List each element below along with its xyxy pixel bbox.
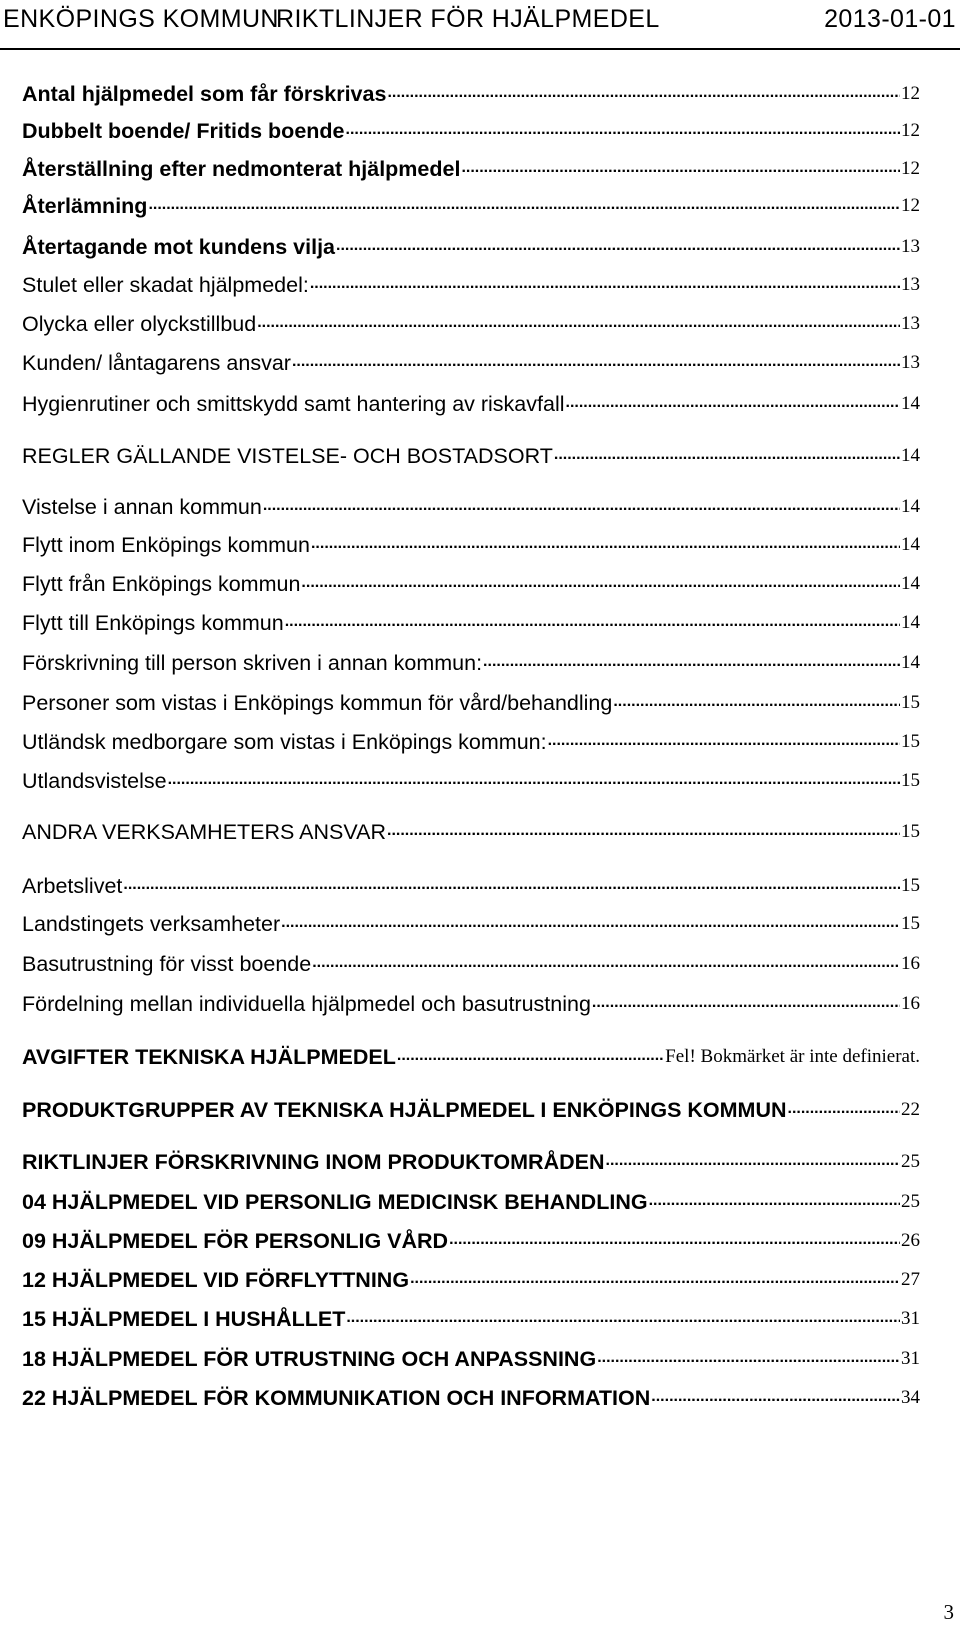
toc-entry-page: 14 (901, 573, 920, 594)
toc-entry-page: 31 (901, 1348, 920, 1369)
toc-entry[interactable] (22, 1372, 920, 1412)
header-document-title: RIKTLINJER FÖR HJÄLPMEDEL (276, 5, 660, 33)
toc-entry-title: 04 HJÄLPMEDEL VID PERSONLIG MEDICINSK BEHANDLING (22, 1190, 648, 1214)
toc-dot-leader (310, 273, 900, 295)
toc-entry-title: Kunden/ låntagarens ansvar (22, 351, 291, 375)
toc-dot-leader (606, 1150, 900, 1172)
toc-dot-leader (123, 874, 900, 896)
toc-dot-leader (387, 820, 900, 842)
toc-entry-title: Flytt inom Enköpings kommun (22, 533, 310, 557)
toc-dot-leader (312, 952, 900, 974)
toc-entry[interactable] (22, 637, 920, 677)
toc-dot-leader (387, 82, 900, 104)
toc-entry-title: Dubbelt boende/ Fritids boende (22, 119, 345, 143)
toc-entry[interactable] (22, 716, 920, 756)
toc-entry-title: PRODUKTGRUPPER AV TEKNISKA HJÄLPMEDEL I ENKÖPINGS KOMMUN (22, 1098, 787, 1122)
toc-entry[interactable] (22, 938, 920, 978)
toc-entry-title: Hygienrutiner och smittskydd samt hantering av riskavfall (22, 392, 565, 416)
toc-entry[interactable] (22, 597, 920, 637)
toc-entry[interactable] (22, 1136, 920, 1176)
toc-entry-page: 15 (901, 692, 920, 713)
toc-entry-page: 25 (901, 1191, 920, 1212)
toc-dot-leader (554, 444, 900, 466)
toc-entry[interactable] (22, 298, 920, 338)
toc-dot-leader (148, 194, 900, 216)
toc-dot-leader (292, 351, 900, 373)
toc-entry-title: Utländsk medborgare som vistas i Enköpings kommun: (22, 730, 547, 754)
toc-entry-page: 15 (901, 731, 920, 752)
toc-entry-page: 12 (901, 158, 920, 179)
toc-dot-leader (592, 992, 900, 1014)
toc-entry[interactable] (22, 259, 920, 299)
toc-entry-title: Återlämning (22, 194, 148, 218)
header-date: 2013-01-01 (824, 5, 956, 33)
toc-entry[interactable] (22, 337, 920, 377)
toc-entry-page: 25 (901, 1151, 920, 1172)
toc-entry[interactable] (22, 1293, 920, 1333)
toc-entry-page: Fel! Bokmärket är inte definierat. (665, 1046, 920, 1067)
toc-dot-leader (461, 157, 900, 179)
toc-dot-leader (566, 392, 901, 414)
toc-entry-page: 12 (901, 83, 920, 104)
toc-dot-leader (301, 572, 900, 594)
toc-entry[interactable] (22, 1254, 920, 1294)
toc-entry[interactable] (22, 1176, 920, 1216)
page-header (0, 0, 960, 50)
toc-entry[interactable] (22, 677, 920, 717)
toc-entry-title: ANDRA VERKSAMHETERS ANSVAR (22, 820, 386, 844)
toc-entry-page: 13 (901, 352, 920, 373)
toc-entry[interactable] (22, 105, 920, 145)
toc-entry-title: Flytt till Enköpings kommun (22, 611, 284, 635)
toc-entry-title: Basutrustning för visst boende (22, 952, 312, 976)
toc-entry-page: 14 (901, 496, 920, 517)
toc-entry-title: Olycka eller olyckstillbud (22, 312, 257, 336)
toc-entry[interactable] (22, 481, 920, 521)
toc-entry-title: Stulet eller skadat hjälpmedel: (22, 273, 309, 297)
toc-entry[interactable] (22, 68, 920, 108)
toc-entry-title: Personer som vistas i Enköpings kommun för vård/behandling (22, 691, 613, 715)
toc-entry[interactable] (22, 1333, 920, 1373)
toc-entry-title: Fördelning mellan individuella hjälpmedel och basutrustning (22, 992, 591, 1016)
toc-entry[interactable] (22, 143, 920, 183)
toc-entry-title: Flytt från Enköpings kommun (22, 572, 301, 596)
toc-entry-page: 14 (901, 445, 920, 466)
toc-entry-title: Förskrivning till person skriven i annan kommun: (22, 651, 483, 675)
toc-entry-page: 31 (901, 1308, 920, 1329)
toc-dot-leader (649, 1190, 900, 1212)
toc-entry-page: 13 (901, 313, 920, 334)
toc-entry[interactable] (22, 1084, 920, 1124)
toc-entry-title: Vistelse i annan kommun (22, 495, 262, 519)
toc-entry-page: 16 (901, 993, 920, 1014)
toc-entry[interactable] (22, 430, 920, 470)
toc-entry-page: 12 (901, 120, 920, 141)
toc-entry-title: 12 HJÄLPMEDEL VID FÖRFLYTTNING (22, 1268, 410, 1292)
page-number: 3 (943, 1600, 954, 1624)
toc-dot-leader (597, 1347, 900, 1369)
toc-entry-page: 34 (901, 1387, 920, 1408)
toc-entry-page: 14 (901, 652, 920, 673)
toc-dot-leader (168, 769, 900, 791)
toc-dot-leader (788, 1098, 901, 1120)
toc-entry-title: 15 HJÄLPMEDEL I HUSHÅLLET (22, 1307, 346, 1331)
toc-entry[interactable] (22, 860, 920, 900)
toc-entry-page: 13 (901, 274, 920, 295)
toc-entry-page: 12 (901, 195, 920, 216)
toc-entry-title: REGLER GÄLLANDE VISTELSE- OCH BOSTADSORT (22, 444, 553, 468)
toc-entry[interactable] (22, 755, 920, 795)
toc-entry[interactable] (22, 978, 920, 1018)
toc-entry-page: 26 (901, 1230, 920, 1251)
toc-entry-title: 18 HJÄLPMEDEL FÖR UTRUSTNING OCH ANPASSNING (22, 1347, 597, 1371)
toc-dot-leader (483, 651, 900, 673)
toc-entry[interactable] (22, 1031, 920, 1071)
toc-entry-title: Antal hjälpmedel som får förskrivas (22, 82, 387, 106)
toc-entry-page: 13 (901, 236, 920, 257)
toc-dot-leader (336, 235, 900, 257)
toc-entry-page: 27 (901, 1269, 920, 1290)
toc-entry[interactable] (22, 378, 920, 418)
toc-entry[interactable] (22, 558, 920, 598)
toc-entry-page: 16 (901, 953, 920, 974)
toc-dot-leader (410, 1268, 900, 1290)
toc-dot-leader (651, 1386, 900, 1408)
toc-entry[interactable] (22, 806, 920, 846)
toc-entry-title: Arbetslivet (22, 874, 123, 898)
toc-dot-leader (263, 495, 900, 517)
toc-entry-title: 09 HJÄLPMEDEL FÖR PERSONLIG VÅRD (22, 1229, 449, 1253)
toc-entry-title: AVGIFTER TEKNISKA HJÄLPMEDEL (22, 1045, 396, 1069)
toc-entry[interactable] (22, 519, 920, 559)
toc-entry-page: 15 (901, 821, 920, 842)
toc-dot-leader (257, 312, 900, 334)
toc-dot-leader (548, 730, 900, 752)
toc-entry-page: 15 (901, 913, 920, 934)
toc-entry-title: Utlandsvistelse (22, 769, 167, 793)
toc-dot-leader (346, 1307, 900, 1329)
toc-entry[interactable] (22, 221, 920, 261)
toc-dot-leader (281, 912, 900, 934)
toc-dot-leader (311, 533, 900, 555)
toc-entry-title: Landstingets verksamheter (22, 912, 281, 936)
toc-entry-page: 14 (901, 534, 920, 555)
toc-entry-page: 15 (901, 770, 920, 791)
toc-entry[interactable] (22, 898, 920, 938)
header-organization: ENKÖPINGS KOMMUN (3, 5, 279, 33)
toc-dot-leader (613, 691, 900, 713)
toc-entry[interactable] (22, 1215, 920, 1255)
toc-dot-leader (346, 119, 901, 141)
toc-entry-page: 14 (901, 612, 920, 633)
toc-entry-page: 22 (901, 1099, 920, 1120)
toc-dot-leader (449, 1229, 900, 1251)
toc-dot-leader (397, 1045, 664, 1067)
toc-entry-title: RIKTLINJER FÖRSKRIVNING INOM PRODUKTOMRÅDEN (22, 1150, 605, 1174)
toc-entry-title: 22 HJÄLPMEDEL FÖR KOMMUNIKATION OCH INFORMATION (22, 1386, 651, 1410)
toc-dot-leader (285, 611, 900, 633)
toc-entry-title: Återtagande mot kundens vilja (22, 235, 336, 259)
toc-entry-title: Återställning efter nedmonterat hjälpmedel (22, 157, 461, 181)
toc-entry-page: 14 (901, 393, 920, 414)
toc-entry[interactable] (22, 180, 920, 220)
toc-entry-page: 15 (901, 875, 920, 896)
